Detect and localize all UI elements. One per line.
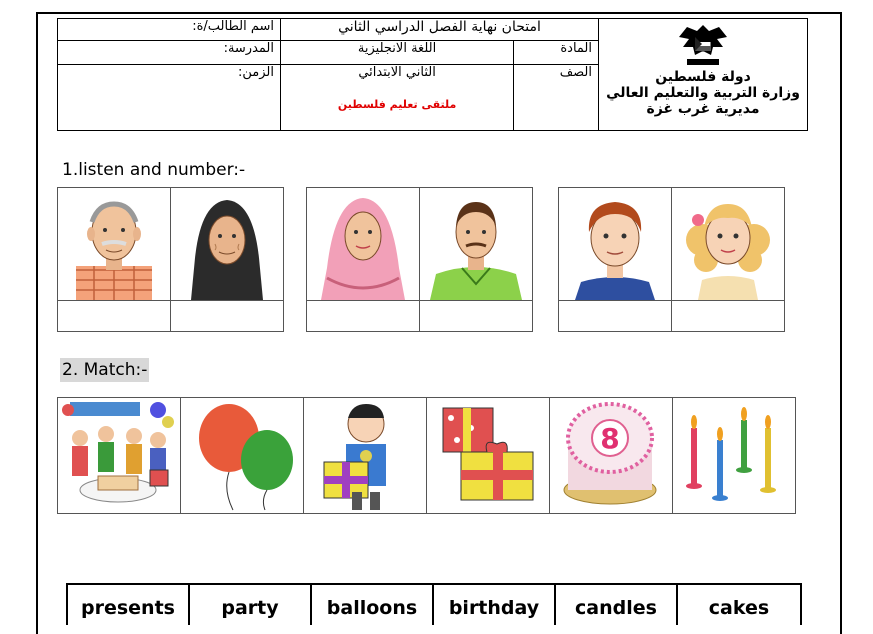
time-cell (58, 65, 281, 131)
exam-header (57, 18, 808, 131)
family-group-children (558, 187, 785, 332)
grade-label: الصف (559, 65, 592, 80)
word-presents: presents (68, 585, 190, 625)
balloons-picture (181, 398, 304, 513)
word-birthday: birthday (434, 585, 556, 625)
family-group-parents (306, 187, 533, 332)
question-1-title: 1.listen and number:- (62, 160, 246, 180)
boy-with-present-picture (304, 398, 427, 513)
question-2-title: 2. Match:- (62, 360, 148, 380)
logo-cell (599, 19, 808, 131)
party-picture (58, 398, 181, 513)
subject-value-cell (281, 41, 514, 65)
word-party: party (190, 585, 312, 625)
student-name-cell (58, 19, 281, 41)
answer-box[interactable] (559, 301, 671, 331)
father-picture (420, 188, 532, 301)
candles-picture (673, 398, 795, 513)
directorate-name: مديرية غرب غزة (646, 101, 760, 117)
grade-value: الثاني الابتدائي (358, 65, 436, 80)
subject-value: اللغة الانجليزية (357, 41, 437, 56)
exam-title-cell (281, 19, 599, 41)
school-cell (58, 41, 281, 65)
subject-label: المادة (560, 41, 592, 56)
grandfather-picture (58, 188, 170, 301)
presents-picture (427, 398, 550, 513)
answer-box[interactable] (58, 301, 170, 331)
grandmother-picture (171, 188, 283, 301)
word-bank (66, 583, 802, 625)
palestine-eagle-emblem-icon (599, 21, 807, 69)
word-balloons: balloons (312, 585, 434, 625)
grade-value-cell (281, 65, 514, 131)
grade-label-cell (514, 65, 599, 131)
answer-box[interactable] (420, 301, 532, 331)
boy-picture (559, 188, 671, 301)
school-label: المدرسة: (223, 41, 274, 56)
answer-box[interactable] (672, 301, 784, 331)
birthday-cake-picture (550, 398, 673, 513)
match-pictures-row (57, 397, 796, 514)
answer-box[interactable] (171, 301, 283, 331)
exam-title: امتحان نهاية الفصل الدراسي الثاني (338, 19, 541, 35)
family-group-grandparents (57, 187, 284, 332)
girl-picture (672, 188, 784, 301)
svg-text:8: 8 (600, 422, 620, 455)
forum-name: ملتقى تعليم فلسطين (337, 98, 457, 111)
word-cakes: cakes (708, 597, 770, 619)
ministry-name: وزارة التربية والتعليم العالي (606, 85, 800, 101)
student-name-label: اسم الطالب/ة: (192, 19, 274, 34)
subject-label-cell (514, 41, 599, 65)
state-name: دولة فلسطين (655, 69, 751, 85)
mother-picture (307, 188, 419, 301)
answer-box[interactable] (307, 301, 419, 331)
word-candles: candles (556, 585, 678, 625)
time-label: الزمن: (238, 65, 274, 80)
